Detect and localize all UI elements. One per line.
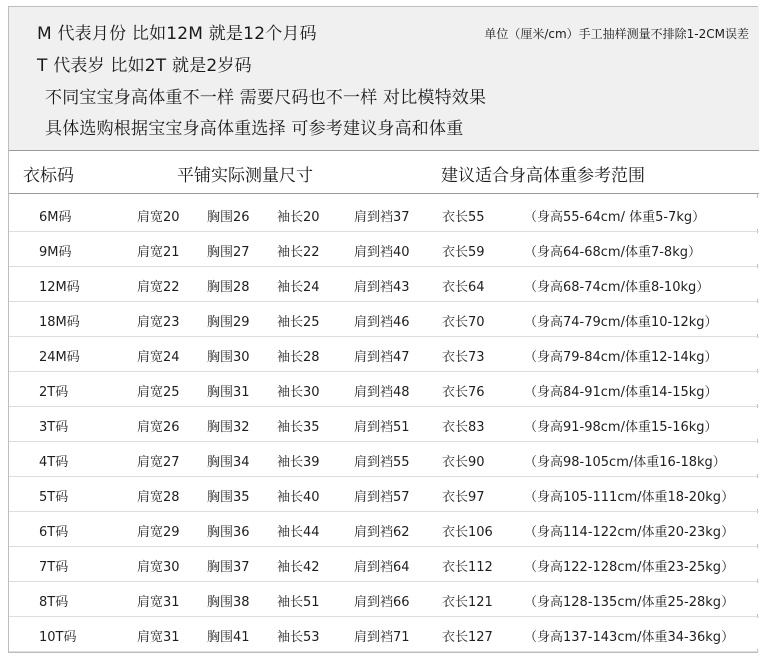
- sleeve-length: 袖长44: [277, 525, 320, 540]
- fit-range: （身高137-143cm/体重34-36kg）: [524, 630, 735, 645]
- sleeve-length: 袖长22: [277, 245, 320, 260]
- table-row: [9, 618, 759, 649]
- body-length: 衣长59: [442, 245, 485, 260]
- shoulder-width: 肩宽30: [137, 560, 180, 575]
- table-row: [9, 268, 759, 299]
- body-length: 衣长106: [442, 525, 493, 540]
- table-row: [9, 478, 759, 509]
- shoulder-width: 肩宽26: [137, 420, 180, 435]
- shoulder-width: 肩宽29: [137, 525, 180, 540]
- table-body: [9, 198, 759, 653]
- sleeve-length: 袖长39: [277, 455, 320, 470]
- shoulder-width: 肩宽28: [137, 490, 180, 505]
- sleeve-length: 袖长51: [277, 595, 320, 610]
- shoulder-to-crotch: 肩到裆71: [354, 630, 410, 645]
- body-length: 衣长76: [442, 385, 485, 400]
- fit-range: （身高84-91cm/体重14-15kg）: [524, 385, 718, 400]
- table-row: [9, 548, 759, 579]
- chest-width: 胸围30: [207, 350, 250, 365]
- body-length: 衣长83: [442, 420, 485, 435]
- body-length: 衣长97: [442, 490, 485, 505]
- shoulder-width: 肩宽25: [137, 385, 180, 400]
- header-size: 衣标码: [23, 166, 74, 186]
- chest-width: 胸围32: [207, 420, 250, 435]
- size-label: 3T码: [39, 420, 69, 435]
- body-length: 衣长70: [442, 315, 485, 330]
- header-suggested-fit: 建议适合身高体重参考范围: [441, 166, 645, 186]
- sleeve-length: 袖长28: [277, 350, 320, 365]
- shoulder-width: 肩宽20: [137, 210, 180, 225]
- shoulder-to-crotch: 肩到裆64: [354, 560, 410, 575]
- fit-range: （身高79-84cm/体重12-14kg）: [524, 350, 718, 365]
- shoulder-to-crotch: 肩到裆47: [354, 350, 410, 365]
- table-row: [9, 443, 759, 474]
- table-row: [9, 233, 759, 264]
- shoulder-width: 肩宽22: [137, 280, 180, 295]
- sleeve-length: 袖长53: [277, 630, 320, 645]
- unit-note: 单位（厘米/cm）手工抽样测量不排除1-2CM误差: [484, 27, 749, 41]
- table-row: [9, 513, 759, 544]
- chest-width: 胸围38: [207, 595, 250, 610]
- table-row: [9, 198, 759, 229]
- body-length: 衣长55: [442, 210, 485, 225]
- shoulder-width: 肩宽27: [137, 455, 180, 470]
- shoulder-to-crotch: 肩到裆57: [354, 490, 410, 505]
- shoulder-to-crotch: 肩到裆51: [354, 420, 410, 435]
- note-advice: 具体选购根据宝宝身高体重选择 可参考建议身高和体重: [45, 119, 464, 139]
- shoulder-to-crotch: 肩到裆43: [354, 280, 410, 295]
- size-label: 7T码: [39, 560, 69, 575]
- fit-range: （身高105-111cm/体重18-20kg）: [524, 490, 735, 505]
- size-label: 12M码: [39, 280, 80, 295]
- fit-range: （身高91-98cm/体重15-16kg）: [524, 420, 718, 435]
- sleeve-length: 袖长35: [277, 420, 320, 435]
- body-length: 衣长112: [442, 560, 493, 575]
- chest-width: 胸围31: [207, 385, 250, 400]
- chest-width: 胸围35: [207, 490, 250, 505]
- size-label: 18M码: [39, 315, 80, 330]
- shoulder-width: 肩宽31: [137, 630, 180, 645]
- table-header: [9, 150, 759, 194]
- fit-range: （身高68-74cm/体重8-10kg）: [524, 280, 710, 295]
- fit-range: （身高64-68cm/体重7-8kg）: [524, 245, 701, 260]
- size-label: 6M码: [39, 210, 72, 225]
- shoulder-to-crotch: 肩到裆62: [354, 525, 410, 540]
- shoulder-width: 肩宽24: [137, 350, 180, 365]
- chest-width: 胸围41: [207, 630, 250, 645]
- shoulder-to-crotch: 肩到裆37: [354, 210, 410, 225]
- body-length: 衣长121: [442, 595, 493, 610]
- body-length: 衣长90: [442, 455, 485, 470]
- shoulder-width: 肩宽23: [137, 315, 180, 330]
- header-measurements: 平铺实际测量尺寸: [177, 166, 313, 186]
- sleeve-length: 袖长30: [277, 385, 320, 400]
- shoulder-to-crotch: 肩到裆66: [354, 595, 410, 610]
- size-label: 24M码: [39, 350, 80, 365]
- shoulder-to-crotch: 肩到裆40: [354, 245, 410, 260]
- shoulder-to-crotch: 肩到裆46: [354, 315, 410, 330]
- chest-width: 胸围28: [207, 280, 250, 295]
- chest-width: 胸围36: [207, 525, 250, 540]
- shoulder-to-crotch: 肩到裆55: [354, 455, 410, 470]
- fit-range: （身高98-105cm/体重16-18kg）: [524, 455, 726, 470]
- sleeve-length: 袖长25: [277, 315, 320, 330]
- sleeve-length: 袖长20: [277, 210, 320, 225]
- notes-panel: [9, 7, 759, 150]
- fit-range: （身高114-122cm/体重20-23kg）: [524, 525, 735, 540]
- shoulder-width: 肩宽21: [137, 245, 180, 260]
- note-year: T 代表岁 比如2T 就是2岁码: [37, 56, 252, 76]
- sleeve-length: 袖长24: [277, 280, 320, 295]
- chest-width: 胸围27: [207, 245, 250, 260]
- size-label: 6T码: [39, 525, 69, 540]
- chest-width: 胸围34: [207, 455, 250, 470]
- table-row: [9, 303, 759, 334]
- shoulder-width: 肩宽31: [137, 595, 180, 610]
- table-row: [9, 373, 759, 404]
- note-month: M 代表月份 比如12M 就是12个月码: [37, 24, 317, 44]
- body-length: 衣长127: [442, 630, 493, 645]
- fit-range: （身高122-128cm/体重23-25kg）: [524, 560, 735, 575]
- table-row: [9, 408, 759, 439]
- fit-range: （身高74-79cm/体重10-12kg）: [524, 315, 718, 330]
- size-label: 8T码: [39, 595, 69, 610]
- size-chart: [8, 6, 758, 653]
- note-difference: 不同宝宝身高体重不一样 需要尺码也不一样 对比模特效果: [45, 88, 487, 108]
- fit-range: （身高128-135cm/体重25-28kg）: [524, 595, 735, 610]
- body-length: 衣长73: [442, 350, 485, 365]
- table-row: [9, 338, 759, 369]
- chest-width: 胸围26: [207, 210, 250, 225]
- shoulder-to-crotch: 肩到裆48: [354, 385, 410, 400]
- body-length: 衣长64: [442, 280, 485, 295]
- chest-width: 胸围37: [207, 560, 250, 575]
- size-label: 2T码: [39, 385, 69, 400]
- chest-width: 胸围29: [207, 315, 250, 330]
- sleeve-length: 袖长42: [277, 560, 320, 575]
- sleeve-length: 袖长40: [277, 490, 320, 505]
- size-label: 10T码: [39, 630, 77, 645]
- fit-range: （身高55-64cm/ 体重5-7kg）: [524, 210, 706, 225]
- table-row: [9, 583, 759, 614]
- size-label: 9M码: [39, 245, 72, 260]
- size-label: 5T码: [39, 490, 69, 505]
- size-label: 4T码: [39, 455, 69, 470]
